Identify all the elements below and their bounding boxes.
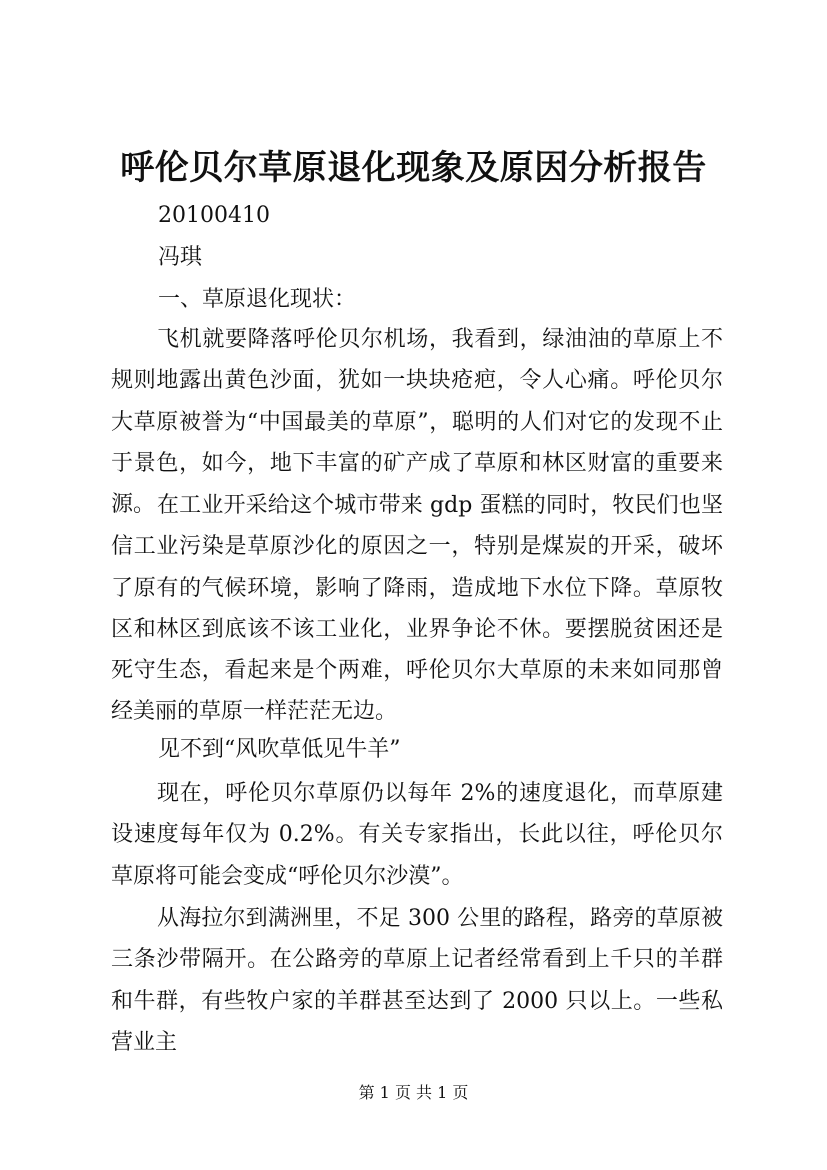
paragraph: 飞机就要降落呼伦贝尔机场，我看到，绿油油的草原上不规则地露出黄色沙面，犹如一块块疮疤，令人心痛。呼伦贝尔大草原被誉为“中国最美的草原”，聪明的人们对它的发现不止于景色，如今，地下丰富的矿产成了草原和林区财富的重要来源。: [111, 327, 723, 518]
document-date: 20100410: [158, 203, 270, 228]
page-footer: 第 1 页 共 1 页: [358, 1083, 469, 1102]
section-heading: 一、草原退化现状：: [158, 287, 357, 312]
document-title: 呼伦贝尔草原退化现象及原因分析报告: [120, 148, 707, 188]
paragraph: 在工业开采给这个城市带来 gdp 蛋糕的同时，牧民们也坚信工业污染是草原沙化的原因之一，特别是煤炭的开采，破坏了原有的气候环境，影响了降雨，造成地下水位下降。草原牧区和林区到底该不该工业化，业界争论不休。要摆脱贫困还是死守生态，看起来是个两难，呼伦贝尔大草原的未来如同那曾经美丽的草原一样茫茫无边。: [111, 493, 723, 725]
paragraph: 现在，呼伦贝尔草原仍以每年 2%的速度退化，而草原建设速度每年仅为 0.2%。有关专家指出，长此以往，呼伦贝尔草原将可能会变成“呼伦贝尔沙漠”。: [111, 781, 723, 889]
paragraph: 从海拉尔到满洲里，不足 300 公里的路程，路旁的草原被三条沙带隔开。在公路旁的草原上记者经常看到上千只的羊群和牛群，有些牧户家的羊群甚至达到了 2000 只以上。一些私营业主: [111, 906, 723, 1055]
subheading: 见不到“风吹草低见牛羊”: [158, 737, 401, 762]
document-author: 冯琪: [158, 245, 203, 270]
